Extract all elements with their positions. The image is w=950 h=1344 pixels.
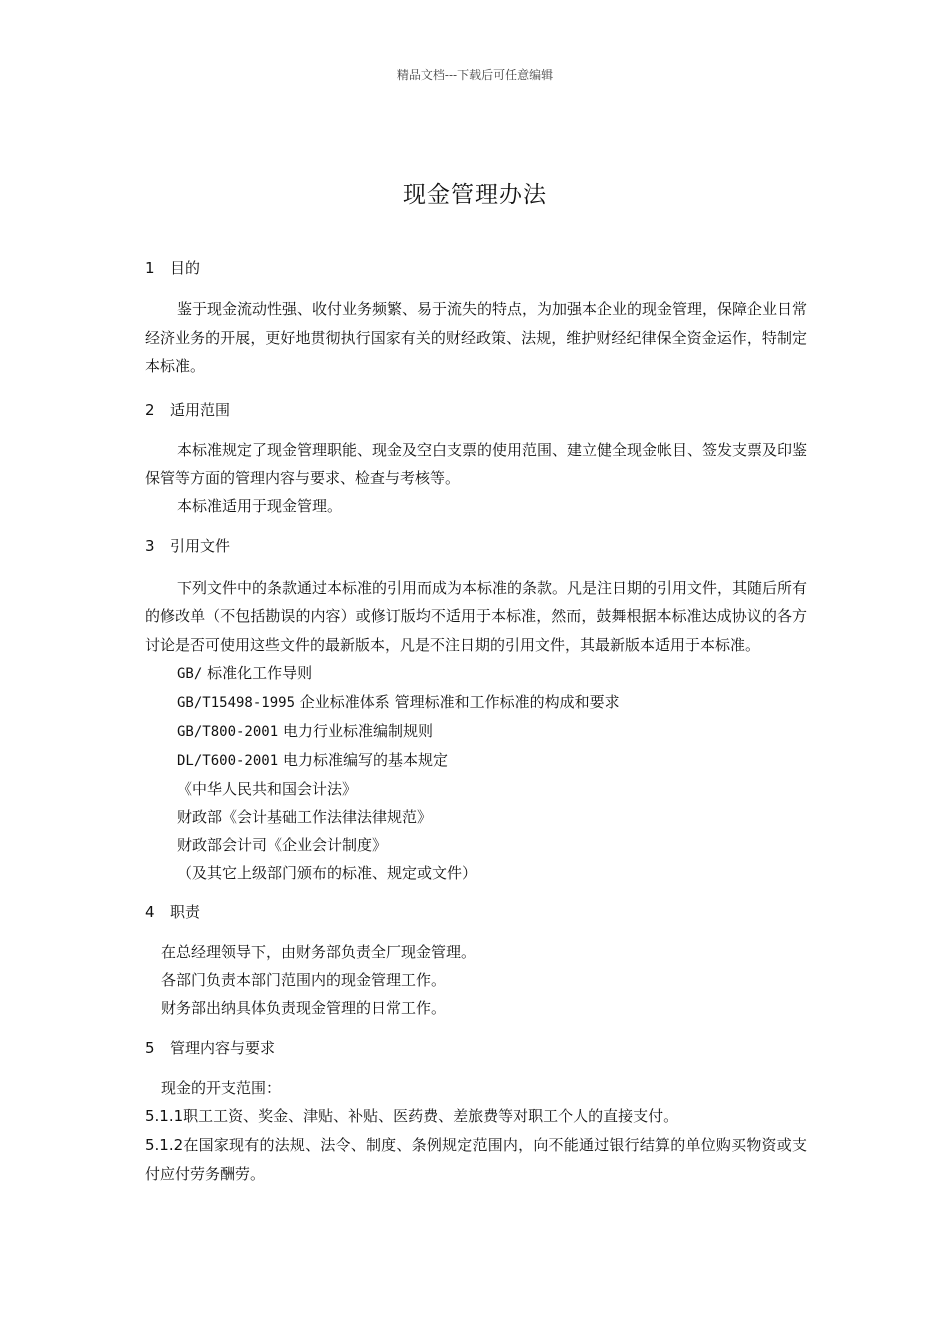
section-title: 引用文件 [170,536,231,555]
section-heading-references [145,534,807,558]
reference-item [145,688,807,717]
reference-item [145,746,807,775]
document-title: 现金管理办法 [403,182,547,208]
reference-code: GB/ [177,666,203,682]
reference-item: （及其它上级部门颁布的标准、规定或文件） [177,864,478,882]
reference-item: 财政部会计司《企业会计制度》 [177,836,388,854]
section-number: 5 [145,1039,155,1057]
reference-name: 企业标准体系 管理标准和工作标准的构成和要求 [299,693,620,711]
section-title: 职责 [170,903,201,921]
reference-item [145,717,807,746]
responsibility-line: 财务部出纳具体负责现金管理的日常工作。 [161,999,447,1017]
purpose-paragraph: 鉴于现金流动性强、收付业务频繁、易于流失的特点，为加强本企业的现金管理，保障企业日常经济业务的开展，更好地贯彻执行国家有关的财经政策、法规，维护财经纪律保全资金运作，特制定本标准。 [145,300,808,375]
reference-code: GB/T800-2001 [177,724,279,740]
reference-item [145,659,807,688]
reference-name: 电力行业标准编制规则 [282,722,433,740]
section-number: 2 [145,400,155,419]
section-heading-purpose [145,256,807,280]
clause-text: 职工工资、奖金、津贴、补贴、医药费、差旅费等对职工个人的直接支付。 [183,1107,679,1125]
section-heading-management [145,1036,807,1060]
reference-name: 电力标准编写的基本规定 [282,751,448,769]
reference-item: 财政部《会计基础工作法律法律规范》 [177,808,433,826]
reference-code: DL/T600-2001 [177,753,279,769]
references-paragraph: 下列文件中的条款通过本标准的引用而成为本标准的条款。凡是注日期的引用文件，其随后所有的修改单（不包括勘误的内容）或修订版均不适用于本标准，然而，鼓舞根据本标准达成协议的各方讨论是否可使用这些文件的最新版本，凡是不注日期的引用文件，其最新版本适用于本标准。 [145,578,808,654]
document-body [145,256,807,1189]
clause-text: 在国家现有的法规、法令、制度、条例规定范围内，向不能通过银行结算的单位购买物资或支付应付劳务酬劳。 [145,1136,807,1183]
section-number: 1 [145,259,155,277]
section-title: 管理内容与要求 [170,1039,276,1057]
responsibility-line: 各部门负责本部门范围内的现金管理工作。 [161,971,447,989]
reference-item: 《中华人民共和国会计法》 [177,780,358,798]
clause-number: 5.1.1 [145,1107,184,1125]
clause-number: 5.1.2 [145,1136,184,1154]
reference-name: 标准化工作导则 [207,664,313,682]
cash-scope-intro: 现金的开支范围： [161,1079,282,1097]
section-heading-scope [145,398,807,422]
section-title: 目的 [170,259,201,277]
responsibility-line: 在总经理领导下，由财务部负责全厂现金管理。 [161,943,477,961]
reference-code: GB/T15498-1995 [177,695,296,711]
header-watermark: 精品文档---下载后可任意编辑 [396,68,554,82]
scope-applicability: 本标准适用于现金管理。 [177,496,343,515]
section-number: 4 [145,903,155,921]
clause-5-1-1 [145,1102,807,1131]
clause-5-1-2 [145,1131,807,1189]
section-title: 适用范围 [170,400,231,419]
section-heading-responsibilities [145,900,807,924]
section-number: 3 [145,536,155,555]
scope-paragraph: 本标准规定了现金管理职能、现金及空白支票的使用范围、建立健全现金帐目、签发支票及印鉴保管等方面的管理内容与要求、检查与考核等。 [145,440,808,487]
